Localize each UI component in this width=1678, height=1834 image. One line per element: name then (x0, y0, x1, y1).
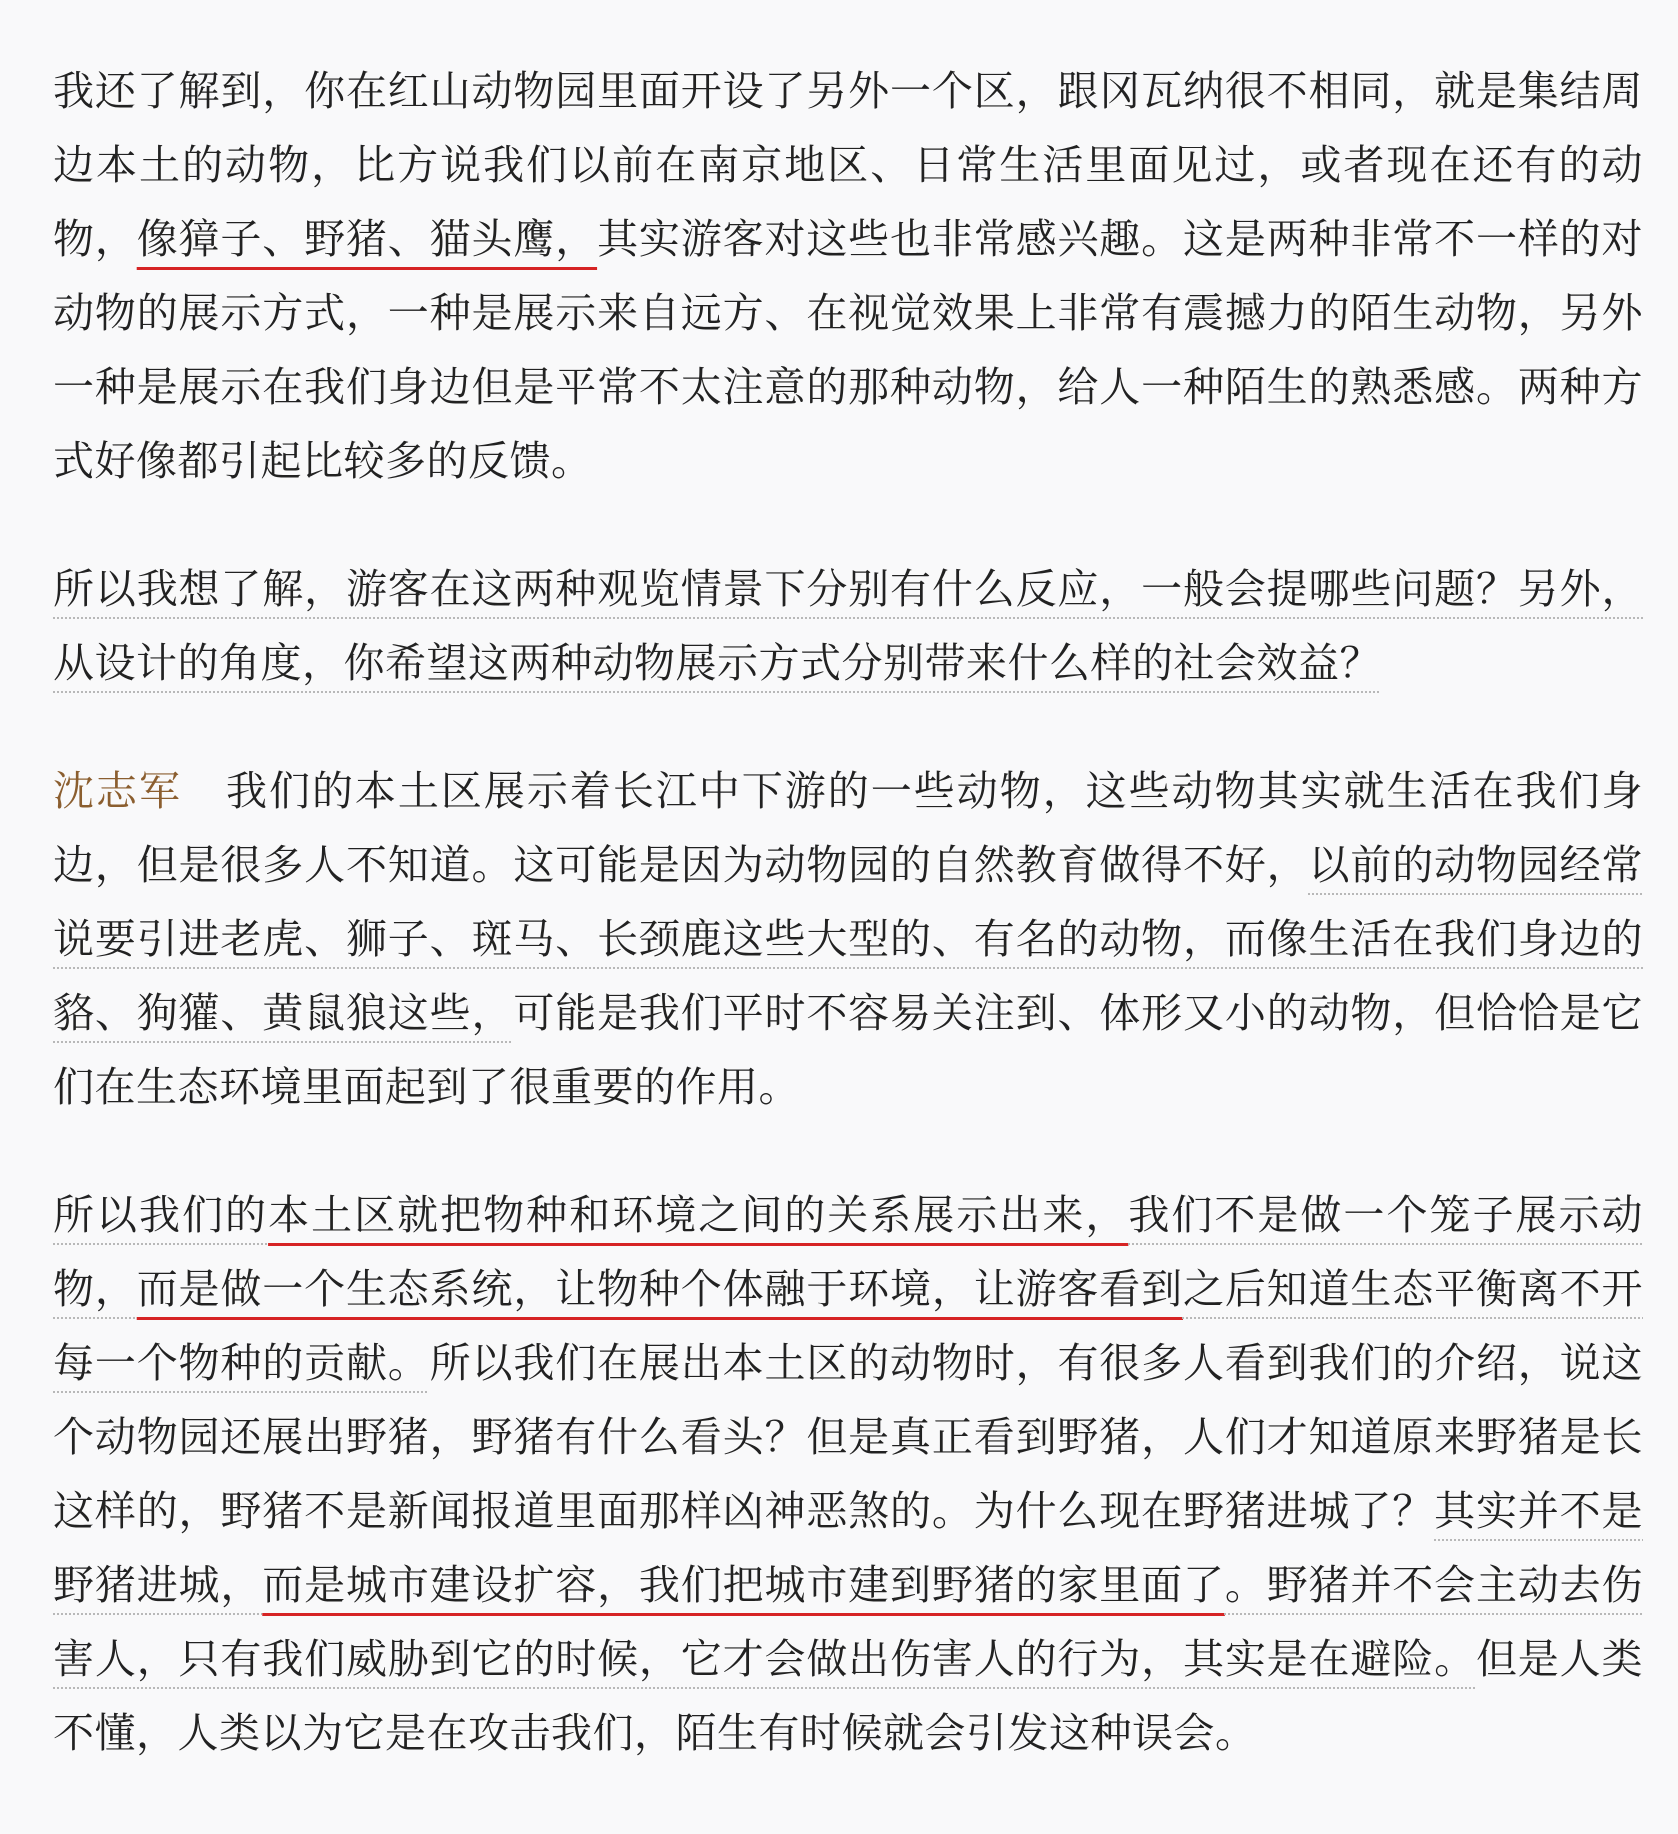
highlight-underline-dotted: 。野猪并不会主动去伤害人，只有我们威胁到它的时候，它才会做出伤害人的行为，其实是在避险。 (53, 1561, 1644, 1683)
highlight-underline-dotted: 之后知道生态平衡离不开每一个物种的贡献。 (53, 1265, 1643, 1387)
paragraph-question-2 (53, 552, 1643, 700)
text-segment: 我还了解到，你在红山动物园里面开设了另外一个区，跟冈瓦纳很不相同，就是集结周边本土的动物，比方说我们以前在南京地区、日常生活里面见过，或者现在还有的动物， (53, 67, 1643, 263)
text-segment: 可能是我们平时不容易关注到、体形又小的动物，但恰恰是它们在生态环境里面起到了很重要的作用。 (53, 989, 1644, 1111)
highlight-underline-dotted: 以前的动物园经常说要引进老虎、狮子、斑马、长颈鹿这些大型的、有名的动物，而像生活在我们身边的貉、狗獾、黄鼠狼这些， (53, 841, 1644, 1037)
text-segment: 我们的本土区展示着长江中下游的一些动物，这些动物其实就生活在我们身边，但是很多人不知道。这可能是因为动物园的自然教育做得不好， (53, 767, 1644, 889)
speaker-name: 沈志军 (53, 767, 182, 815)
highlight-underline-dotted: 我们不是做一个笼子展示动物， (53, 1191, 1644, 1313)
article-body (53, 54, 1643, 1824)
text-segment: 其实游客对这些也非常感兴趣。这是两种非常不一样的对动物的展示方式，一种是展示来自远方、在视觉效果上非常有震撼力的陌生动物，另外一种是展示在我们身边但是平常不太注意的那种动物，给人一种陌生的熟悉感。两种方式好像都引起比较多的反馈。 (53, 215, 1644, 485)
text-segment: 但是人类不懂，人类以为它是在攻击我们，陌生有时候就会引发这种误会。 (53, 1635, 1644, 1757)
paragraph-question-1 (53, 54, 1643, 498)
highlight-underline-dotted: 所以我想了解，游客在这两种观览情景下分别有什么反应，一般会提哪些问题？另外，从设计的角度，你希望这两种动物展示方式分别带来什么样的社会效益？ (53, 565, 1643, 687)
highlight-underline-dotted: 所以我们的 (53, 1191, 269, 1239)
highlight-underline-dotted: 其实并不是野猪进城， (53, 1487, 1643, 1609)
highlight-underline-red: 像獐子、野猪、猫头鹰， (136, 215, 598, 263)
paragraph-answer-2 (53, 1178, 1643, 1770)
highlight-underline-red: 而是城市建设扩容，我们把城市建到野猪的家里面了 (262, 1561, 1225, 1609)
text-segment: 所以我们在展出本土区的动物时，有很多人看到我们的介绍，说这个动物园还展出野猪，野猪有什么看头？但是真正看到野猪，人们才知道原来野猪是长这样的，野猪不是新闻报道里面那样凶神恶煞的。为什么现在野猪进城了？ (53, 1339, 1644, 1535)
highlight-underline-red: 而是做一个生态系统，让物种个体融于环境，让游客看到 (136, 1265, 1183, 1313)
paragraph-answer-1 (53, 754, 1643, 1124)
highlight-underline-red: 本土区就把物种和环境之间的关系展示出来， (268, 1191, 1129, 1239)
